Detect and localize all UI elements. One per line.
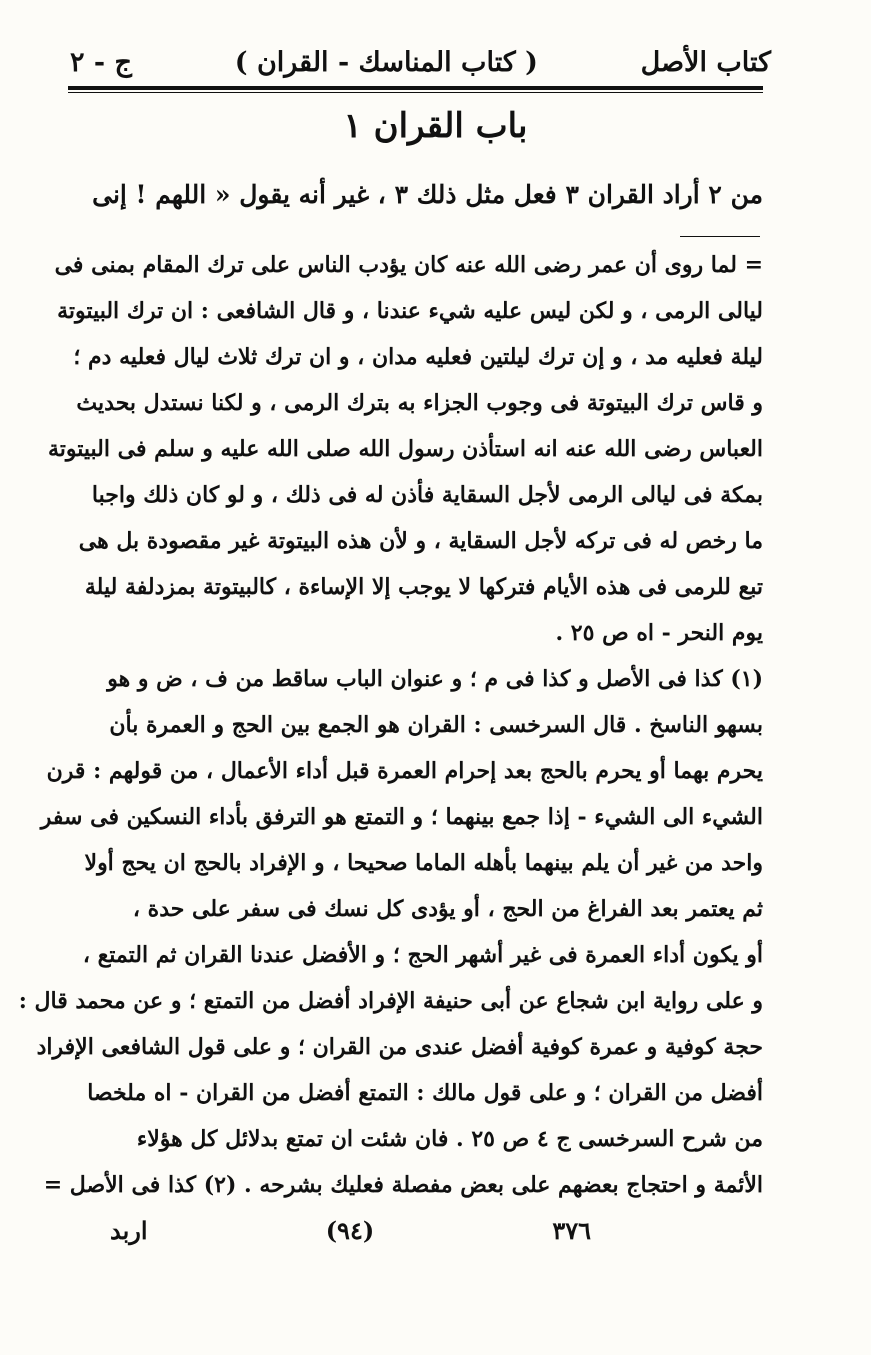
footnote-line: ما رخص له فى تركه لأجل السقاية ، و لأن هذه البيتوتة غير مقصودة بل هى xyxy=(78,528,763,554)
footnote-line: حجة كوفية و عمرة كوفية أفضل عندى من القران ؛ و على قول الشافعى الإفراد xyxy=(36,1034,763,1060)
footnote-line: ثم يعتمر بعد الفراغ من الحج ، أو يؤدى كل نسك فى سفر على حدة ، xyxy=(132,896,763,922)
footnote-line: و قاس ترك البيتوتة فى وجوب الجزاء به بترك الرمى ، و لكنا نستدل بحديث xyxy=(76,390,763,416)
footnote-line: من شرح السرخسى ج ٤ ص ٢٥ . فان شئت ان تمتع بدلائل كل هؤلاء xyxy=(136,1126,763,1152)
footnote-line: واحد من غير أن يلم بينهما بأهله الماما صحيحا ، و الإفراد بالحج ان يحج أولا xyxy=(84,850,763,876)
footnotes xyxy=(18,242,763,1208)
sheet-number: (٩٤) xyxy=(325,1215,375,1245)
footnote-line: أفضل من القران ؛ و على قول مالك : التمتع أفضل من القران - اه ملخصا xyxy=(87,1080,763,1106)
section-title: ( كتاب المناسك - القران ) xyxy=(234,47,538,78)
footnote-line: (١) كذا فى الأصل و كذا فى م ؛ و عنوان الباب ساقط من ف ، ض و هو xyxy=(107,666,763,692)
footnote-line: بسهو الناسخ . قال السرخسى : القران هو الجمع بين الحج و العمرة بأن xyxy=(109,712,763,738)
book-title: كتاب الأصل xyxy=(640,47,771,78)
footnote-line: تبع للرمى فى هذه الأيام فتركها لا يوجب إلا الإساءة ، كالبيتوتة بمزدلفة ليلة xyxy=(84,574,763,600)
footnote-line: و على رواية ابن شجاع عن أبى حنيفة الإفراد أفضل من التمتع ؛ و عن محمد قال : xyxy=(18,988,763,1014)
main-text-line: من ٢ أراد القران ٣ فعل مثل ذلك ٣ ، غير أنه يقول « اللهم ! إنى xyxy=(92,180,763,209)
main-text xyxy=(92,170,763,220)
page-number: ٣٧٦ xyxy=(552,1215,591,1245)
footnote-line: ليلة فعليه مد ، و إن ترك ليلتين فعليه مدان ، و ان ترك ثلاث ليال فعليه دم ؛ xyxy=(73,344,763,370)
footnote-line: ليالى الرمى ، و لكن ليس عليه شيء عندنا ، و قال الشافعى : ان ترك البيتوتة xyxy=(57,298,763,324)
header-rule xyxy=(68,86,763,90)
footnote-line: الأئمة و احتجاج بعضهم على بعض مفصلة فعليك بشرحه . (٢) كذا فى الأصل = xyxy=(43,1172,763,1198)
footnote-line: بمكة فى ليالى الرمى لأجل السقاية فأذن له فى ذلك ، و لو كان ذلك واجبا xyxy=(91,482,763,508)
footnote-line: = لما روى أن عمر رضى الله عنه كان يؤدب الناس على ترك المقام بمنى فى xyxy=(54,252,763,278)
running-header xyxy=(70,28,771,78)
chapter-title: باب القران ١ xyxy=(343,106,528,146)
footnote-separator xyxy=(680,236,760,237)
volume-label: ج - ٢ xyxy=(70,47,132,78)
footnote-line: الشيء الى الشيء - إذا جمع بينهما ؛ و التمتع هو الترفق بأداء النسكين فى سفر xyxy=(40,804,763,830)
footnote-line: يحرم بهما أو يحرم بالحج بعد إحرام العمرة قبل أداء الأعمال ، من قولهم : قرن xyxy=(46,758,763,784)
footnote-line: يوم النحر - اه ص ٢٥ . xyxy=(555,620,763,646)
footnote-line: العباس رضى الله عنه انه استأذن رسول الله صلى الله عليه و سلم فى البيتوتة xyxy=(47,436,763,462)
page-footer xyxy=(110,1210,591,1250)
footnote-line: أو يكون أداء العمرة فى غير أشهر الحج ؛ و الأفضل عندنا القران ثم التمتع ، xyxy=(82,942,763,968)
print-place: اربد xyxy=(110,1215,148,1245)
header-rule-thin xyxy=(68,92,763,93)
